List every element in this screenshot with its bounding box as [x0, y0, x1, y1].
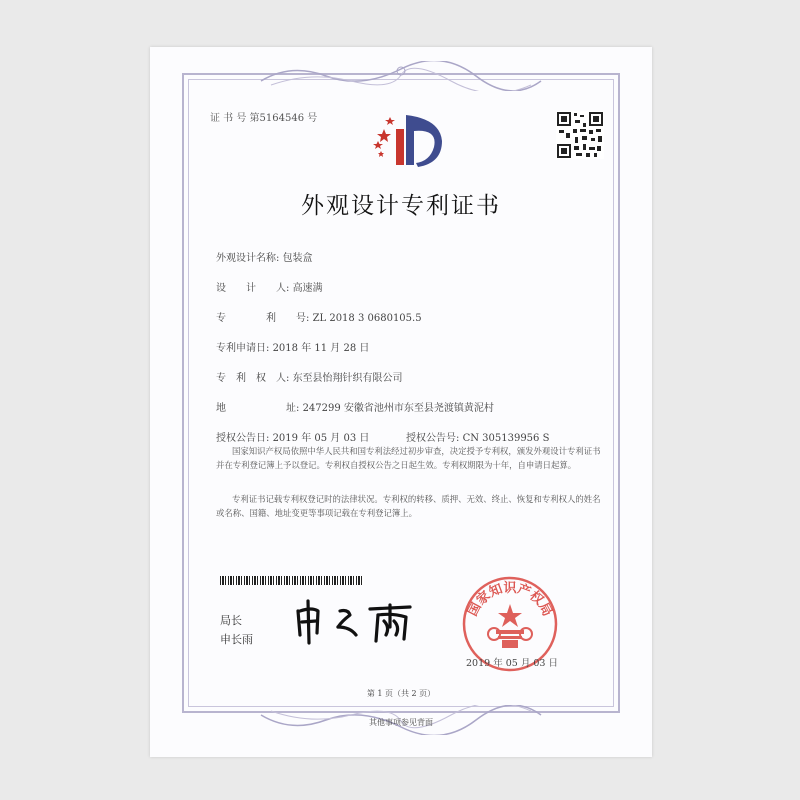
- field-value: 东至县怡翔针织有限公司: [292, 373, 403, 384]
- field-value: ZL 2018 3 0680105.5: [312, 313, 422, 324]
- field-value: CN 305139956 S: [462, 433, 550, 444]
- field-label: 外观设计名称:: [216, 253, 280, 264]
- field-label: 授权公告日:: [216, 433, 270, 444]
- field-application-date: [216, 339, 369, 354]
- cnipa-logo-icon: [368, 109, 448, 169]
- field-label: 设 计 人:: [216, 283, 290, 294]
- field-value: 高速满: [292, 283, 323, 294]
- barcode: [220, 576, 364, 585]
- page-title: 外观设计专利证书: [301, 193, 501, 219]
- svg-text:国家知识产权局: 国家知识产权局: [465, 581, 555, 619]
- field-value: 2019 年 05 月 03 日: [272, 433, 370, 444]
- field-label: 专 利 权 人:: [216, 373, 290, 384]
- director-title: 局长: [220, 614, 242, 627]
- page-number: 第 1 页（共 2 页）: [366, 689, 436, 698]
- director-name: 申长雨: [220, 633, 253, 646]
- certificate-number: 证 书 号 第5164546 号: [210, 113, 318, 124]
- field-patent-number: [216, 309, 422, 324]
- field-label: 专利申请日:: [216, 343, 270, 354]
- field-label: 专 利 号:: [216, 313, 310, 324]
- field-label: 地 址:: [216, 403, 300, 414]
- director-signature: [290, 597, 420, 647]
- field-grant-date: [216, 429, 369, 444]
- certificate-sheet: [150, 47, 652, 757]
- grant-statement-paragraph: 国家知识产权局依照中华人民共和国专利法经过初步审查，决定授予专利权，颁发外观设计专利证书并在专利登记簿上予以登记。专利权自授权公告之日起生效。专利权期限为十年，自申请日起算。: [216, 446, 601, 470]
- field-value: 247299 安徽省池州市东至县尧渡镇黄泥村: [302, 403, 494, 414]
- seal-date: 2019 年 05 月 03 日: [466, 658, 558, 669]
- field-label: 授权公告号:: [406, 433, 460, 444]
- field-designer: [216, 279, 323, 294]
- field-value: 包装盒: [282, 253, 313, 264]
- back-note: 其他事项参见背面: [369, 718, 433, 727]
- field-grant-number: [406, 429, 549, 444]
- field-patentee: [216, 369, 403, 384]
- qr-code-icon: [556, 111, 604, 159]
- legal-status-paragraph: 专利证书记载专利权登记时的法律状况。专利权的转移、质押、无效、终止、恢复和专利权人的姓名或名称、国籍、地址变更等事项记载在专利登记簿上。: [216, 494, 601, 518]
- top-ornament: [251, 61, 551, 91]
- field-value: 2018 年 11 月 28 日: [272, 343, 370, 354]
- field-address: [216, 399, 494, 414]
- field-design-name: [216, 249, 313, 264]
